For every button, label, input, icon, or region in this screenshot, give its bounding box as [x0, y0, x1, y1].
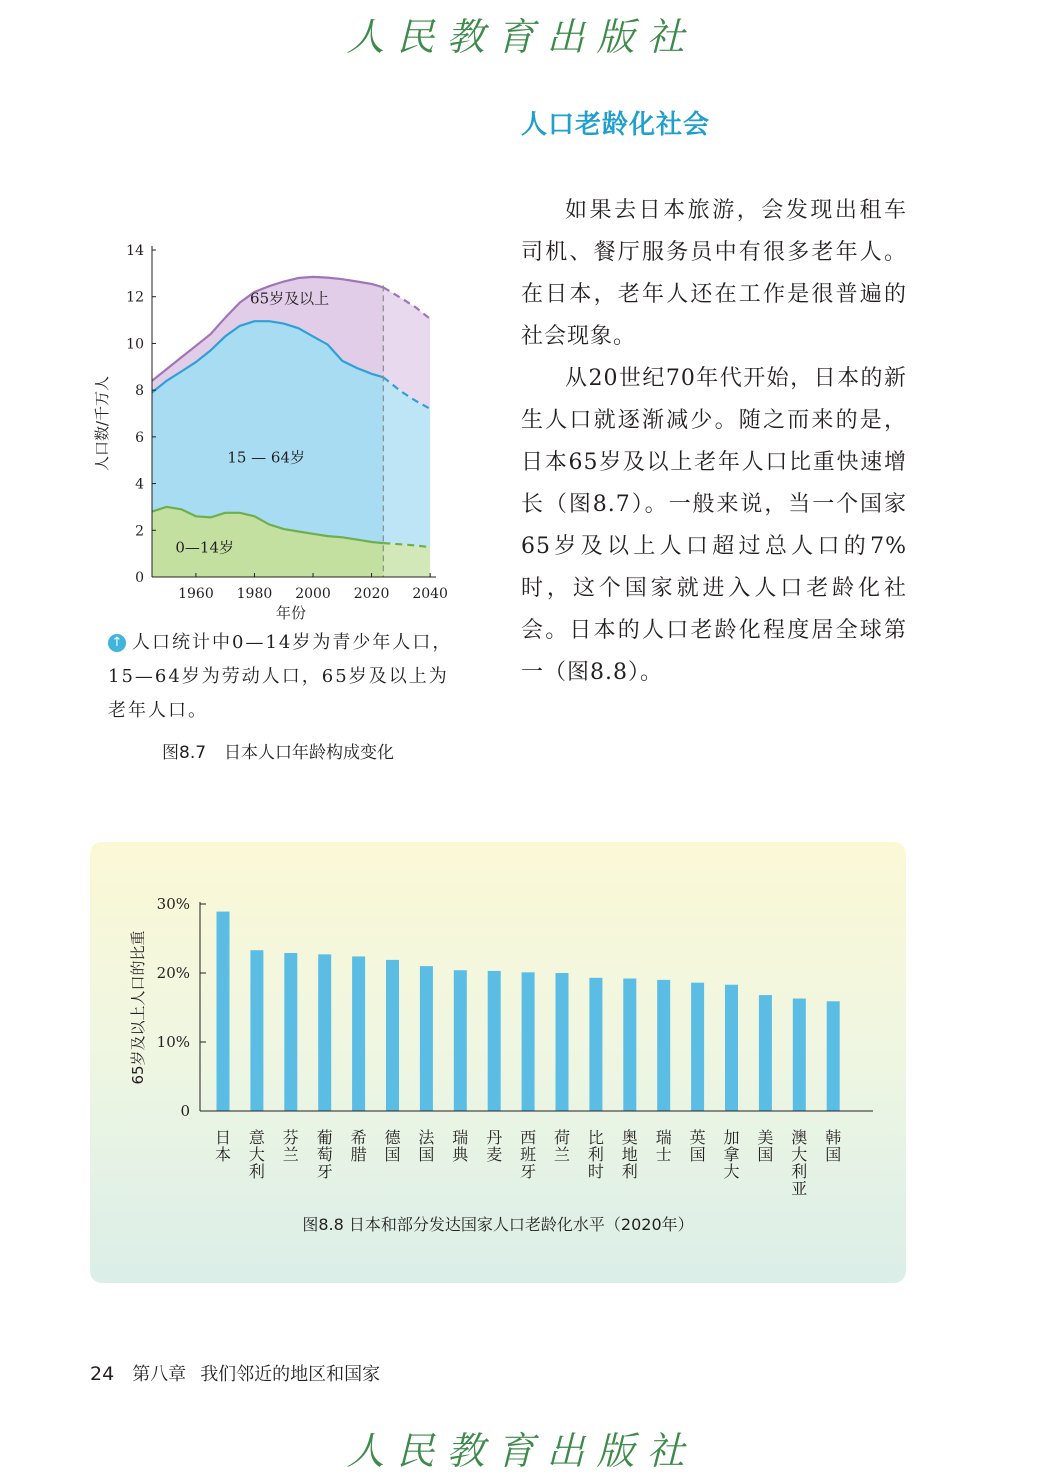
figure-8-7-caption: [162, 738, 394, 763]
y-tick-label: 6: [135, 429, 144, 446]
bar-14: [691, 983, 704, 1111]
y-tick-label: 8: [135, 383, 144, 400]
section-title: 人口老龄化社会: [521, 110, 711, 140]
body-text: [521, 190, 907, 694]
category-label: 葡萄牙: [316, 1128, 333, 1181]
figure-8-8-caption: 图8.8 日本和部分发达国家人口老龄化水平（2020年）: [302, 1215, 694, 1234]
y-tick-label: 0: [180, 1102, 190, 1120]
bar-18: [827, 1001, 840, 1111]
category-label: 美国: [757, 1128, 774, 1164]
category-label: 比利时: [587, 1128, 604, 1181]
bar-9: [522, 972, 535, 1111]
bar-0: [217, 912, 230, 1111]
x-tick-label: 2020: [353, 586, 390, 602]
bar-13: [657, 980, 670, 1111]
aging-level-bar-chart: [90, 842, 906, 1283]
y-tick-label: 20%: [156, 964, 190, 982]
category-label: 芬兰: [282, 1128, 299, 1164]
y-tick-label: 2: [135, 523, 144, 540]
y-axis-label: 人口数/千万人: [93, 375, 111, 472]
figure-8-8-panel: [90, 842, 906, 1283]
y-tick-label: 10: [126, 336, 144, 353]
population-age-structure-chart: [85, 232, 465, 622]
bar-16: [759, 995, 772, 1111]
category-label: 日本: [214, 1128, 232, 1164]
y-tick-label: 10%: [156, 1033, 190, 1051]
series-label-elderly: 65岁及以上: [250, 289, 330, 308]
y-axis-label: 65岁及以上人口的比重: [129, 930, 147, 1085]
x-tick-label: 1980: [236, 586, 273, 602]
bar-5: [386, 960, 399, 1111]
note-text: 人口统计中0—14岁为青少年人口，15—64岁为劳动人口，65岁及以上为老年人口。: [108, 632, 453, 721]
category-label: 英国: [689, 1128, 706, 1164]
paragraph-1: 如果去日本旅游，会发现出租车司机、餐厅服务员中有很多老年人。在日本，老年人还在工作是很普遍的社会现象。: [521, 198, 907, 349]
category-label: 法国: [418, 1128, 435, 1164]
bar-8: [488, 971, 501, 1111]
figure-8-7-note: [108, 626, 458, 728]
category-label: 韩国: [825, 1128, 842, 1164]
category-label: 瑞士: [655, 1128, 672, 1164]
category-label: 荷兰: [553, 1128, 571, 1164]
category-label: 澳大利亚: [791, 1128, 808, 1198]
bar-12: [623, 979, 636, 1111]
y-tick-label: 12: [126, 289, 144, 306]
publisher-watermark-top: 人民教育出版社: [346, 15, 697, 59]
category-label: 加拿大: [723, 1128, 740, 1181]
category-label: 丹麦: [486, 1128, 503, 1164]
bar-15: [725, 985, 738, 1111]
figure-number: 图8.7: [162, 743, 207, 763]
bar-17: [793, 999, 806, 1111]
y-tick-label: 14: [126, 243, 144, 259]
bar-6: [420, 966, 433, 1111]
page-number: 24: [90, 1363, 115, 1385]
y-tick-label: 0: [135, 570, 144, 586]
category-label: 德国: [384, 1128, 401, 1164]
page-footer: [90, 1360, 380, 1386]
x-tick-label: 2000: [295, 586, 331, 602]
bar-2: [284, 953, 297, 1111]
x-tick-label: 1960: [178, 586, 214, 602]
y-tick-label: 4: [135, 476, 144, 493]
publisher-watermark-bottom: 人民教育出版社: [346, 1429, 697, 1473]
category-label: 瑞典: [452, 1128, 469, 1164]
bar-7: [454, 970, 467, 1111]
series-label-youth: 0—14岁: [175, 538, 235, 557]
y-tick-label: 30%: [156, 895, 190, 913]
bar-4: [352, 956, 365, 1111]
category-label: 西班牙: [520, 1128, 537, 1181]
figure-title: 日本人口年龄构成变化: [224, 743, 395, 763]
category-label: 意大利: [248, 1128, 265, 1181]
bar-3: [318, 954, 331, 1111]
paragraph-2: 从20世纪70年代开始，日本的新生人口就逐渐减少。随之而来的是，日本65岁及以上老年人口比重快速增长（图8.7）。一般来说，当一个国家65岁及以上人口超过总人口的7%时，这个国家就进入人口老龄化社会。日本的人口老龄化程度居全球第一（图8.8）。: [521, 366, 907, 685]
x-tick-label: 2040: [412, 586, 448, 602]
up-arrow-icon: ↑: [108, 634, 126, 652]
bar-1: [250, 950, 263, 1111]
chapter-number: 第八章: [132, 1364, 187, 1385]
series-label-working: 15 — 64岁: [227, 448, 306, 467]
category-label: 奥地利: [621, 1128, 638, 1181]
bar-10: [556, 973, 569, 1111]
category-label: 希腊: [350, 1128, 367, 1164]
x-axis-label: 年份: [275, 604, 307, 622]
chapter-title: 我们邻近的地区和国家: [200, 1364, 381, 1385]
projection-overlay: [383, 250, 436, 577]
bar-11: [589, 978, 602, 1111]
